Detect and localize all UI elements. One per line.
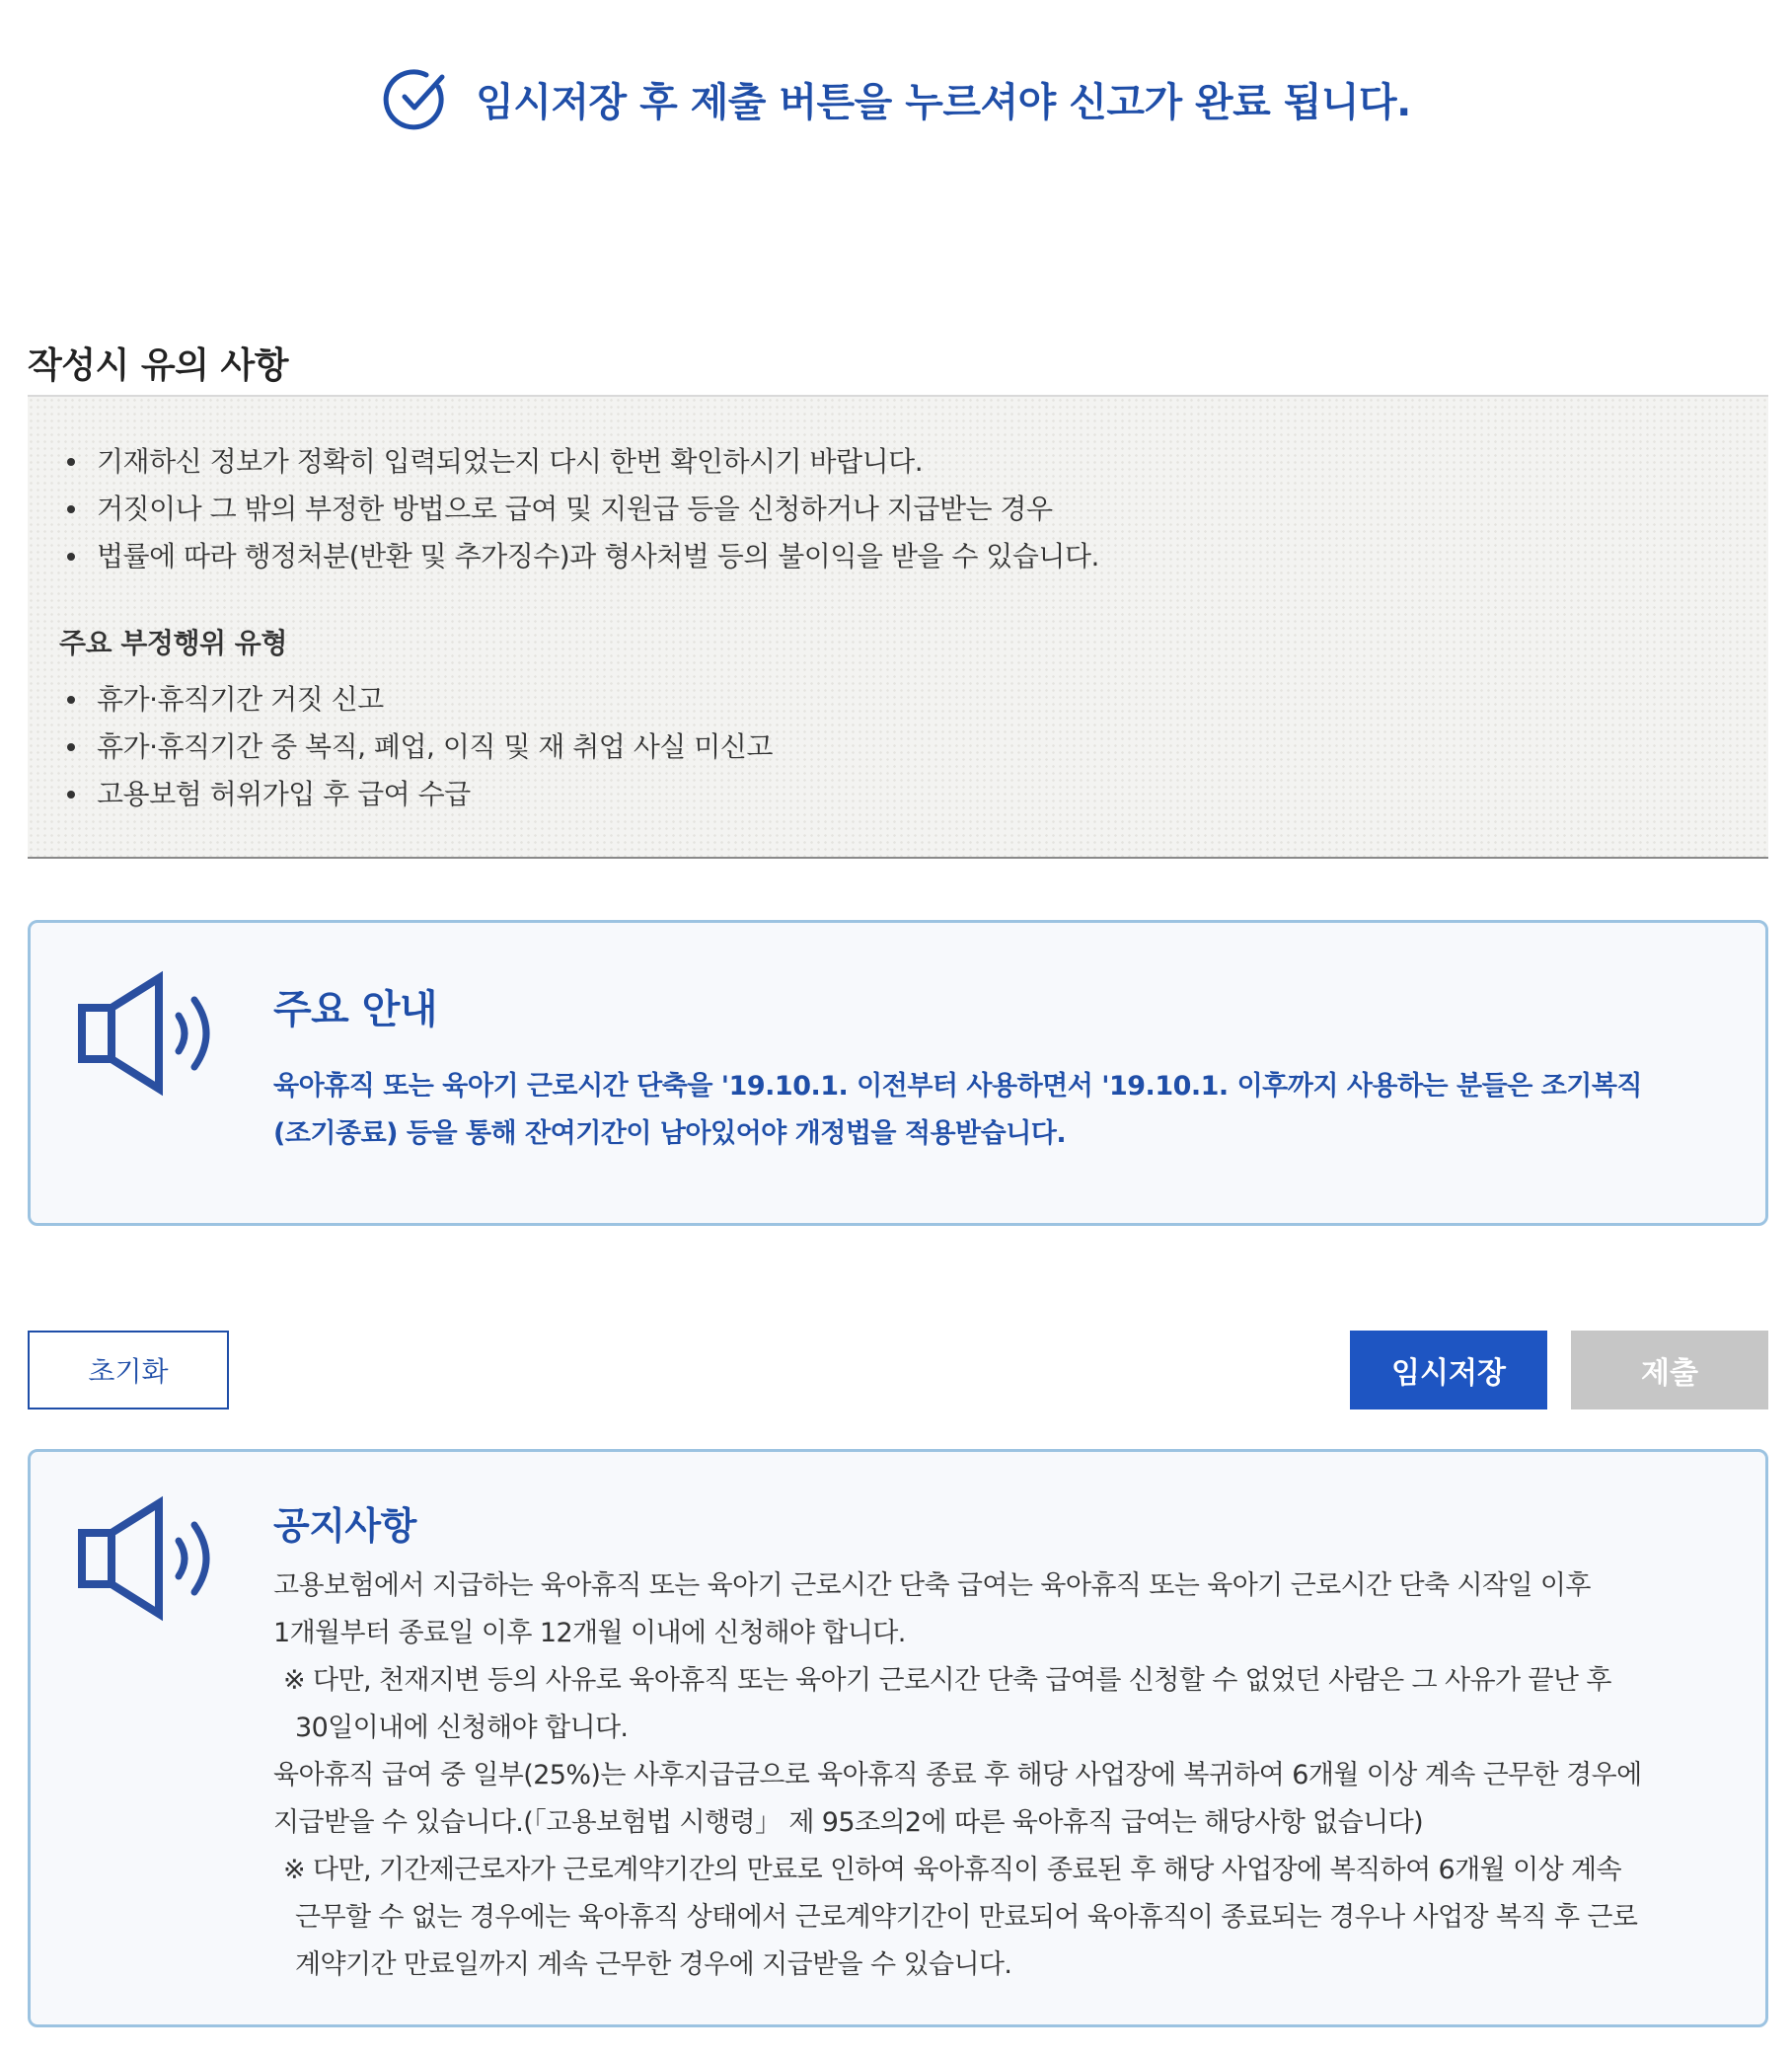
speaker-icon: [76, 970, 224, 1099]
board-notice-line: 30일이내에 신청해야 합니다.: [295, 1713, 629, 1743]
reset-button[interactable]: 초기화: [28, 1331, 229, 1409]
top-notice-text: 임시저장 후 제출 버튼을 누르셔야 신고가 완료 됩니다.: [476, 79, 1411, 125]
caution-item: 법률에 따라 행정처분(반환 및 추가징수)과 형사처벌 등의 불이익을 받을 수 있습니다.: [55, 533, 1099, 580]
board-notice-line: 근무할 수 없는 경우에는 육아휴직 상태에서 근로계약기간이 만료되어 육아휴직이 종료되는 경우나 사업장 복직 후 근로: [295, 1902, 1638, 1933]
board-notice-box: [28, 1449, 1768, 2027]
board-notice-line: ※ 다만, 기간제근로자가 근로계약기간의 만료로 인하여 육아휴직이 종료된 후 해당 사업장에 복직하여 6개월 이상 계속: [283, 1855, 1621, 1885]
caution-title: 작성시 유의 사항: [28, 345, 288, 386]
check-circle-icon: [381, 63, 452, 134]
caution-item: 기재하신 정보가 정확히 입력되었는지 다시 한번 확인하시기 바랍니다.: [55, 438, 1099, 486]
main-notice-body: [273, 1063, 1724, 1158]
board-notice-line: 계약기간 만료일까지 계속 근무한 경우에 지급받을 수 있습니다.: [295, 1949, 1012, 1980]
board-notice-line: 고용보험에서 지급하는 육아휴직 또는 육아기 근로시간 단축 급여는 육아휴직 또는 육아기 근로시간 단축 시작일 이후: [273, 1570, 1591, 1601]
main-notice-title: 주요 안내: [273, 987, 437, 1032]
fraud-types-title: 주요 부정행위 유형: [59, 627, 287, 659]
caution-list: [55, 438, 1099, 580]
board-notice-title: 공지사항: [273, 1504, 416, 1548]
main-notice-line: 육아휴직 또는 육아기 근로시간 단축을 '19.10.1. 이전부터 사용하면서 '19.10.1. 이후까지 사용하는 분들은 조기복직: [273, 1071, 1643, 1102]
fraud-type-item: 고용보험 허위가입 후 급여 수급: [55, 771, 773, 818]
speaker-icon: [76, 1495, 224, 1624]
board-notice-body: [273, 1562, 1734, 1989]
fraud-types-list: [55, 676, 773, 818]
fraud-type-item: 휴가·휴직기간 거짓 신고: [55, 676, 773, 724]
main-notice-box: [28, 920, 1768, 1226]
board-notice-line: ※ 다만, 천재지변 등의 사유로 육아휴직 또는 육아기 근로시간 단축 급여를 신청할 수 없었던 사람은 그 사유가 끝난 후: [283, 1665, 1611, 1696]
board-notice-line: 육아휴직 급여 중 일부(25%)는 사후지급금으로 육아휴직 종료 후 해당 사업장에 복귀하여 6개월 이상 계속 근무한 경우에: [273, 1760, 1642, 1790]
main-notice-line: (조기종료) 등을 통해 잔여기간이 남아있어야 개정법을 적용받습니다.: [273, 1118, 1067, 1149]
caution-item: 거짓이나 그 밖의 부정한 방법으로 급여 및 지원급 등을 신청하거나 지급받는 경우: [55, 486, 1099, 533]
fraud-type-item: 휴가·휴직기간 중 복직, 폐업, 이직 및 재 취업 사실 미신고: [55, 724, 773, 771]
temp-save-button[interactable]: 임시저장: [1350, 1331, 1547, 1409]
top-notice: [0, 59, 1792, 138]
submit-button[interactable]: 제출: [1571, 1331, 1768, 1409]
board-notice-line: 1개월부터 종료일 이후 12개월 이내에 신청해야 합니다.: [273, 1618, 906, 1648]
caution-box: [28, 395, 1768, 859]
board-notice-line: 지급받을 수 있습니다.(「고용보험법 시행령」 제 95조의2에 따른 육아휴직 급여는 해당사항 없습니다): [273, 1807, 1424, 1838]
